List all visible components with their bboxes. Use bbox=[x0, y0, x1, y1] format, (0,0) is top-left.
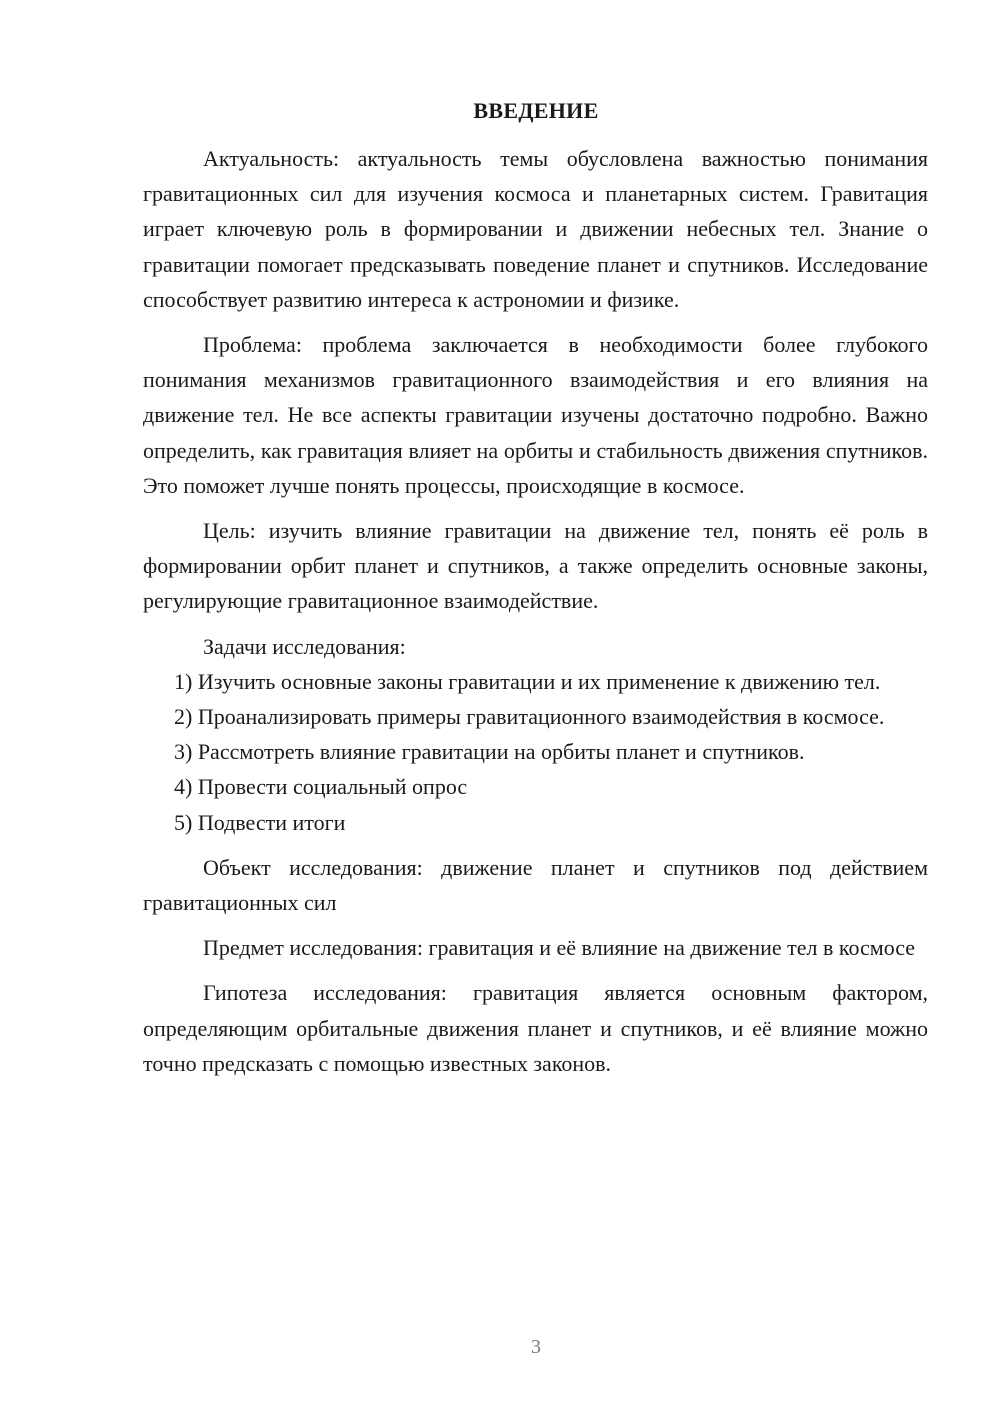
task-item-2: 2) Проанализировать примеры гравитационного взаимодействия в космосе. bbox=[174, 704, 885, 730]
task-item-3: 3) Рассмотреть влияние гравитации на орбиты планет и спутников. bbox=[174, 739, 805, 765]
document-body bbox=[143, 141, 928, 1081]
subject-paragraph: Предмет исследования: гравитация и её влияние на движение тел в космосе bbox=[203, 935, 916, 961]
task-item-5: 5) Подвести итоги bbox=[174, 809, 346, 835]
problem-paragraph: Проблема: проблема заключается в необходимости более глубокого понимания механизмов гравитационного взаимодействия и его влияния на движение тел. Не все аспекты гравитации изучены достаточно подробно. Важно определить, как гравитация влияет на орбиты и стабильность движения спутников. Это поможет лучше понять процессы, происходящие в космосе. bbox=[143, 332, 928, 498]
hypothesis-paragraph: Гипотеза исследования: гравитация является основным фактором, определяющим орбитальные движения планет и спутников, и её влияние можно точно предсказать с помощью известных законов. bbox=[143, 980, 928, 1076]
tasks-heading: Задачи исследования: bbox=[203, 633, 406, 659]
goal-paragraph: Цель: изучить влияние гравитации на движение тел, понять её роль в формировании орбит планет и спутников, а также определить основные законы, регулирующие гравитационное взаимодействие. bbox=[143, 518, 928, 614]
task-item-1: 1) Изучить основные законы гравитации и их применение к движению тел. bbox=[174, 668, 881, 694]
page-number: 3 bbox=[531, 1336, 541, 1358]
task-item-4: 4) Провести социальный опрос bbox=[174, 774, 468, 800]
relevance-paragraph: Актуальность: актуальность темы обусловлена важностью понимания гравитационных сил для изучения космоса и планетарных систем. Гравитация играет ключевую роль в формировании и движении небесных тел. Знание о гравитации помогает предсказывать поведение планет и спутников. Исследование способствует развитию интереса к астрономии и физике. bbox=[143, 146, 928, 312]
page-title: ВВЕДЕНИЕ bbox=[473, 98, 599, 123]
object-paragraph: Объект исследования: движение планет и спутников под действием гравитационных сил bbox=[143, 854, 928, 916]
